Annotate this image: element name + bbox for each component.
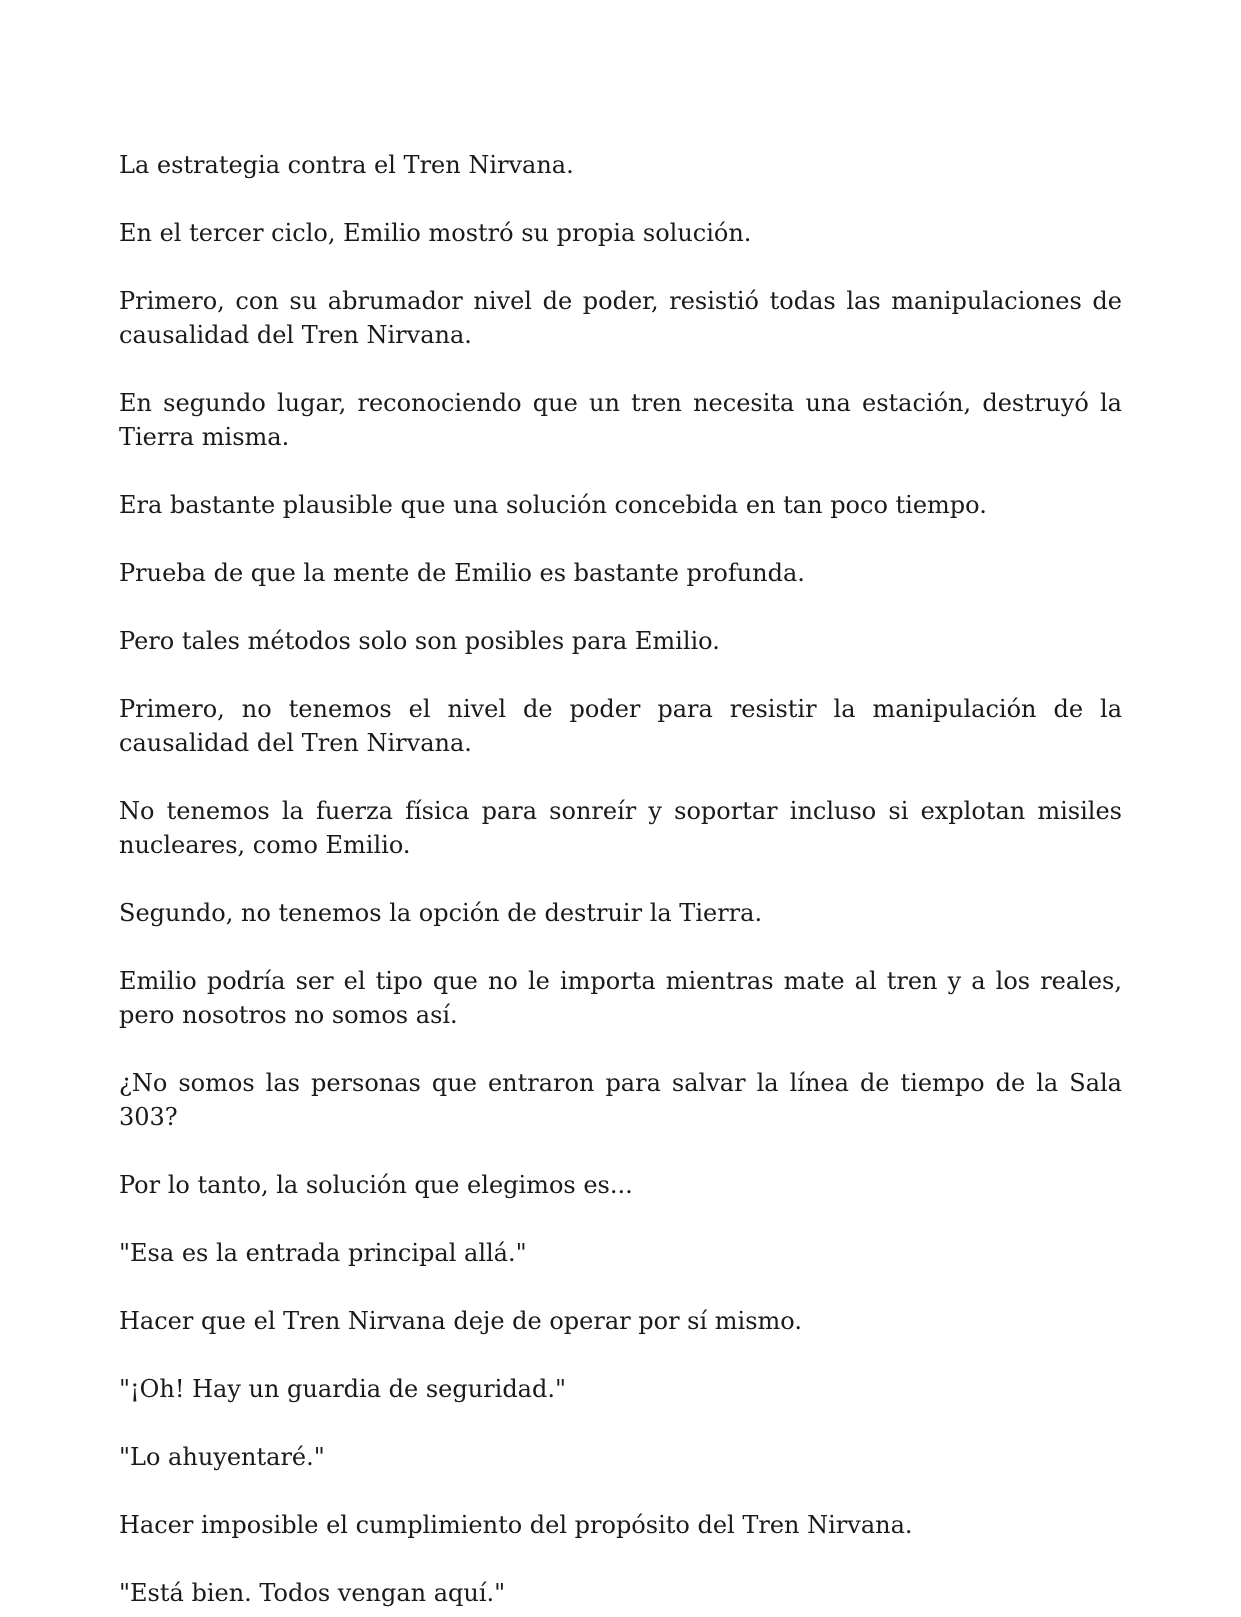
paragraph-14: "Esa es la entrada principal allá." [119, 1239, 527, 1267]
paragraph-7: Pero tales métodos solo son posibles para Emilio. [119, 627, 720, 655]
paragraph-12: ¿No somos las personas que entraron para salvar la línea de tiempo de la Sala 303? [119, 1069, 1122, 1131]
paragraph-11: Emilio podría ser el tipo que no le importa mientras mate al tren y a los reales, pero nosotros no somos así. [119, 967, 1122, 1029]
paragraph-6: Prueba de que la mente de Emilio es bastante profunda. [119, 559, 805, 587]
paragraph-1: La estrategia contra el Tren Nirvana. [119, 151, 574, 179]
paragraph-10: Segundo, no tenemos la opción de destruir la Tierra. [119, 899, 763, 927]
paragraph-4: En segundo lugar, reconociendo que un tren necesita una estación, destruyó la Tierra misma. [119, 389, 1122, 451]
paragraph-5: Era bastante plausible que una solución concebida en tan poco tiempo. [119, 491, 987, 519]
paragraph-17: "Lo ahuyentaré." [119, 1443, 325, 1471]
document-body [119, 148, 1122, 1617]
paragraph-18: Hacer imposible el cumplimiento del propósito del Tren Nirvana. [119, 1511, 913, 1539]
paragraph-15: Hacer que el Tren Nirvana deje de operar por sí mismo. [119, 1307, 802, 1335]
paragraph-8: Primero, no tenemos el nivel de poder para resistir la manipulación de la causalidad del Tren Nirvana. [119, 695, 1122, 757]
paragraph-9: No tenemos la fuerza física para sonreír y soportar incluso si explotan misiles nucleares, como Emilio. [119, 797, 1122, 859]
paragraph-13: Por lo tanto, la solución que elegimos es... [119, 1171, 633, 1199]
paragraph-16: "¡Oh! Hay un guardia de seguridad." [119, 1375, 567, 1403]
paragraph-2: En el tercer ciclo, Emilio mostró su propia solución. [119, 219, 752, 247]
paragraph-19: "Está bien. Todos vengan aquí." [119, 1579, 506, 1607]
paragraph-3: Primero, con su abrumador nivel de poder, resistió todas las manipulaciones de causalidad del Tren Nirvana. [119, 287, 1122, 349]
